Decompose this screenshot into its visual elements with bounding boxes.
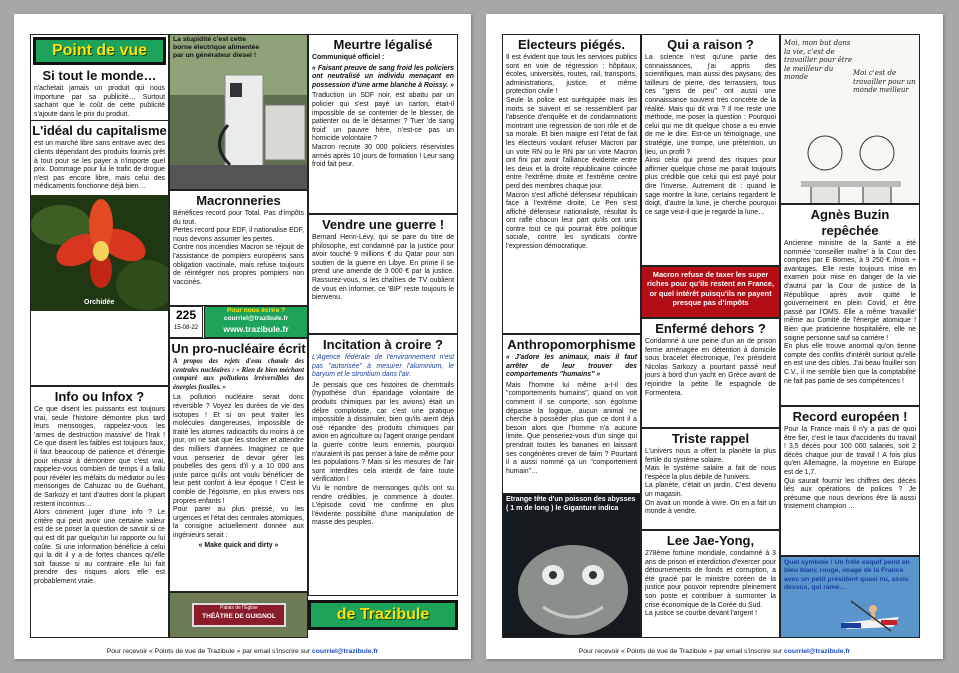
text-meurtre: Traduction un SDF noir, est abattu par un policier qui s'est payé un carton, était-il impossible de se contenter de le blesser, de patienter ou de le désarmer ? Tuer 'de sang froid' un pauvre hère, n'est-ce pas un homicide volontaire ? Macron recrute 30 000 policiers réservistes armés après 10 jours de formation ! Leur sang froid fait peur. [312,92,454,169]
enferme-box [641,318,780,428]
headline-incitation: Incitation à croire ? [323,337,443,352]
headline-electeurs: Electeurs piégés. [518,37,625,52]
headline-info-infox: Info ou Infox ? [54,389,145,404]
text-electeurs: Il est évident que tous les services publics sont en voie de régression : hôpitaux, écoles, universités, routes, rail, transports, administrations, justice, et même protection civile ! Seule la police est suréquipée mais les morts se suivent et se ressemblent par l'absence d'enquête et de condamnations montrant une régression de son rôle et de sa morale. Et bien maigre est l'état de fait les électeurs voulant refuser Macron par un vote RN ou le RN par un vote Macron ont fini par avoir l'alliance évidente entre les deux et la droite républicaine coincée entre l'extrême droite et l'extrême centre perd des membres chaque jour. Macron s'est affiché défenseur républicain face à l'extrême droite, Le Pen s'est affiché défenseur nationaliste, résultat ils ont raflé chacun leur part qu'ils ont unis contre tout ce qui pourrait être politique sociale, contre les syndicats contre l'expression démocratique. [506,54,637,251]
text-vendre-guerre: Bernard Henri-Lévy, qui se pare du titre de philosophe, est condamné par la justice pour avoir touché 9 millions € du Qatar pour son soutien de la guerre en Libye. En prime il se prend une amende de 3 000 € par la justice. Rassurez-vous, si les chaînes de TV oublient de vous en informer, ce 'BIP' reste toujours le bienvenu. [312,234,454,302]
text-macronneries: Bénéfices record pour Total. Pas d'impôts du tout. Pertes record pour EDF, il nationalise EDF, nous devons assumer les pertes. Contre nos incendies Macron se réjouit de l'assistance de pompiers européens sans obligation vaccinale, mais refuse toujours de réintégrer nos propres pompiers non vaccinés. [173,210,304,286]
orchid-caption: Orchidée [84,299,115,307]
issue-write-label: Pour nous écrire ? [226,307,286,314]
guerre-box [308,214,458,334]
headline-lee-jae-yong: Lee Jae-Yong, [666,533,755,548]
text-info-infox: Ce que disent les puissants est toujours vrai, seule l'histoire démontre plus tard leurs mensonges, rappelez-vous les 'armes de destruction massive' de l'Irak ! Ce que disent les faibles est toujours faux, il faut beaucoup de patience et d'énergie pour réussir à démontrer que c'est vrai, rappelez-vous combien de temps il a fallu pour révéler les méfaits du médiator ou les mensonges de Cahuzac ou de Guéhant, de Sarkozy et tant d'autres dont la plupart restent inconnus… Alors comment juger d'une info ? Le critère qui peut avoir une certaine valeur est de se poser la question de savoir si ce qui est dit par quelqu'un lui rapporte ou lui coûte. Si une information bénéficie à celui qui la dit il y a de fortes chances qu'elle soit fausse si au contraire elle lui fait prendre des risques alors elle est probablement vraie. [34,406,165,585]
text-pro-nucleaire: La pollution nucléaire serait donc réversible ? Voyez les durées de vie des isotopes ! Et si on peut traiter les molécules dangereuses, impossible de traité les atomes radioactifs du moins à ce jour, on ne sait que les stocker et attendre des milliers d'années. Imaginez ce que vous penseriez de devoir gérer les poubelles des gens d'il y a 10 000 ans juste parce qu'ils ont voulu bénéficier de leur petit confort à leur époque ! C'est le comble de l'égoïsme, en plus envers nos propres enfants ! Pour parer au plus pressé, vu les urgences et l'état des centrales atomiques, la consigne actuellement donnée aux ingénieurs serait : [173,394,304,539]
issue-email[interactable]: courriel@trazibule.fr [223,315,289,322]
intro-pro-nucleaire: A propos des rejets d'eau chaude des centrales nucléaires : « Rien de bien méchant comparé aux pollutions irréversibles des énergies fossiles. » [173,358,304,391]
headline-si-tout-le-monde: Si tout le monde… [42,68,157,83]
poisson-caption: Etrange tête d'un poisson des abysses ( 1 m de long ) le Giganture indica [506,496,636,512]
headline-enferme-dehors: Enfermé dehors ? [655,321,766,336]
issue-date: 15-08-22 [173,325,199,331]
page-left [14,14,471,659]
text-triste-rappel: L'univers nous a offert la planète la plus fertile du système solaire. Mais le système salaire a fait de nous l'espèce la plus débile de l'univers. La planète, c'était un jardin. C'est devenu un magasin. On avait un monde à vivre. On en a fait un monde à vendre. [645,448,776,516]
text-anthropomorphisme: Mais l'homme lui même a-t-il des "comportements humains", quand on voit comment il se comporte, son égoïsme dépasse la logique, aucun animal ne cherche à posséder plus que ce dont il a besoin alors que l'homme n'a aucune limite. Que penseriez-vous d'un singe qui prendrait toutes les bananes en laissant ses congénères crever de faim ? Pourtant il a aussi nommé ça un "comportement humain"… [506,381,637,475]
meurtre-box [308,34,458,214]
triste-box [641,428,780,530]
headline-record-europeen: Record européen ! [792,409,908,424]
text-record-europeen: Pour la France mais il n'y a pas de quoi être fier, c'est le taux d'accidents du travail ! 3,5 décès pour 100 000 salariés, soit 2 décès chaque jour de travail ! A fois plus qu'en Allemagne, la moyenne en Europe est de 1,7. Qui saurait fournir les chiffres des décès liés aux opérations de polices ? Je présume que nous devrions être là aussi tristement champion … [784,426,916,511]
banner-bottom-box [308,596,458,638]
record-box [780,406,920,556]
headline-vendre-guerre: Vendre une guerre ! [321,217,445,232]
text-lee-jae-yong: 278ème fortune mondiale, condamné à 3 ans de prison et interdiction d'exercer pour détournements de fonds et corruption, a été gracié par le ministre coréen de la justice pour pouvoir reprendre pleinement son poste et contribuer à surmonter la crise économique de la Corée du Sud. La justice se courbe devant l'argent ! [645,550,776,618]
text-qui-a-raison: La science n'est qu'une partie des connaissances, j'ai appris des scientifiques, mais aussi des paysans, des tailleurs de pierre, des terrassiers, tous ces "gens de peu" ont aussi une connaissance souvent très concrète de la réalité. Mais qui dit vrai ? Il me reste une méthode, me poser la question : Pourquoi celui qui me dit quelque chose a eu envie de me le dire. Est-ce un témoignage, une stratégie, une trompe, une prétention, un lieu, un profit ? Ainsi celui qui prend des risques pour affirmer quelque chose me parait toujours plus crédible que celui qui est payé pour dire l'inverse. Autrement dit : quand le sage montre la lune, certains regardent le doigt, d'autre la lune, je cherche pourquoi ce sage veut-il que je regarde la lune… [645,54,776,216]
buzin-box [780,204,920,406]
symbole-photo [780,556,920,638]
headline-triste-rappel: Triste rappel [671,431,750,446]
raison-box [641,34,780,266]
headline-anthropomorphisme: Anthropomorphisme [507,337,636,352]
headline-ideal-capitalisme: L'idéal du capitalisme [32,123,167,139]
headline-pro-nucleaire: Un pro-nucléaire écrit [171,341,306,356]
column-1 [30,34,169,386]
orchid-photo [31,195,168,311]
issue-number: 225 [175,308,197,322]
borne-photo [170,35,307,189]
quote-make-quick: « Make quick and dirty » [198,542,279,550]
anthropo-box [502,334,641,494]
issue-box [169,306,308,338]
electeurs-box [502,34,641,334]
footer-text: Pour recevoir « Points de vue de Trazibule » par email s'inscrire sur [106,648,311,655]
guignol-sign-photo [169,592,308,638]
text-si-tout-le-monde: n'achetait jamais un produit qui nous importune par sa publicité… Surtout sachant que le coût de cette publicité s'ajoute dans le prix du produit. [34,85,165,118]
footer-email[interactable]: courriel@trazibule.fr [312,648,379,655]
page-right [486,14,943,659]
sign-top-text: Palais de l'Eglise [220,605,258,611]
quote-anthropomorphisme: « J'adore les animaux, mais il faut arrêter de leur trouver des comportements "humains" » [506,354,637,379]
cartoon-bubble-2: Moi c'est de travailler pour un monde meilleur [853,69,916,95]
lee-box [641,530,780,638]
footer-email[interactable]: courriel@trazibule.fr [784,648,851,655]
symbole-caption: Quel symbole ! Un frêle esquif peint en bleu blanc rouge, image de la France avec un petit président quasi nu, assis dessus, qui rame… [784,559,910,592]
quote-incitation: L'Agence fédérale de l'environnement n'est pas "autorisée" à mesurer l'aluminium, le baryum et le strontium dans l'air. [312,354,454,379]
cartoon-box [780,34,920,204]
sign-main-text: THÉÂTRE DE GUIGNOL [202,613,276,620]
incitation-box [308,334,458,596]
poisson-photo [502,494,641,638]
macron-taxes-box: Macron refuse de taxer les super riches pour qu'ils restent en France, or quel intérêt puisqu'ils ne payent presque pas d'impôts [642,267,779,317]
headline-macronneries: Macronneries [196,193,281,208]
headline-meurtre: Meurtre légalisé [333,37,433,52]
cartoon-bubble-1: Moi, mon but dans la vie, c'est de travailler pour être le meilleur du monde [784,39,853,82]
lead-meurtre: Communiqué officiel : [312,54,385,61]
footer-right [486,648,943,655]
footer-left [14,648,471,655]
borne-caption: La stupidité c'est cette borne électrique alimentée par un générateur diesel ! [173,36,260,59]
text-ideal-capitalisme: est un marché libre sans entrave avec des clients dépendant des produits fournis prêt à tout pour se les payer à n'importe quel prix. Dommage pour lui le trafic de drogue n'est pas encore libre, mais celui des médicaments fonctionne déjà bien… [34,140,165,191]
quote-meurtre: « Faisant preuve de sang froid les policiers ont neutralisé un individu menaçant en possession d'une arme blanche à Roissy. » [312,64,454,89]
banner-point-de-vue: Point de vue [33,37,166,65]
text-incitation: Je pensais que ces histoires de chemtrails (hypothèse d'un épandage volontaire de produits chimiques par les avions) était un délire complotiste, car c'est une pratique impossible à dissimuler, bien qu'ils aient déjà osé répandre des produits chimiques par avion en agriculture ou l'agent orange pendant la guerre contre leurs ennemis, pourquoi n'auraient ils pas penser à faire de même pour les populations ? Mais si les mesures de l'air sont interdites cela interdit de faire toute vérification ! Vu le nombre de mensonges qu'ils ont su rendre crédibles, je commence à douter. L'épisode covid me confirme en plus l'évidente possibilité d'une manipulation de masse des peuples. [312,381,454,527]
redbox-frame [641,266,780,318]
banner-de-trazibule: de Trazibule [308,600,458,630]
headline-buzin: Agnès Buzin repêchée [810,207,890,238]
text-buzin: Ancienne ministre de la Santé a été nommée 'conseiller maître' à la Cour des comptes par E Bornes, à 9 250 € /mois + avantages. Elle reste toujours mise en examen pour mise en danger de la vie d'autrui par la Cour de justice de la République après avoir quitté le gouvernement en plein Covid, et être passé par l'OMS. Elle a même 'travaillé' même au Comité de l'énergie atomique ! Bien que praticienne hospitalière, elle ne soigne personne sauf sa carrière ! En plus elle trouve anormal qu'on tienne compte des conflits d'intérêt surtout qu'elle en est une des cibles. J'ai beau fouiller son C.V., il me semble bien que la comptabilité ne fait pas partie de ses compétences ! [784,240,916,385]
headline-qui-a-raison: Qui a raison ? [667,37,754,52]
issue-website-link[interactable]: www.trazibule.fr [223,324,289,334]
column-1b [30,386,169,638]
borne-box [169,34,308,190]
nucleaire-box [169,338,308,592]
text-enferme-dehors: Condamné à une peine d'un an de prison ferme aménagée en détention à domicile sous bracelet électronique, l'ex président Nicolas Sarkozy a pourtant passé neuf jours à bord d'un yacht en Grèce avant de rejoindre la petite île espagnole de Formentera. [645,338,776,397]
footer-text: Pour recevoir « Points de vue de Trazibule » par email s'inscrire sur [578,648,783,655]
macronneries-box [169,190,308,306]
